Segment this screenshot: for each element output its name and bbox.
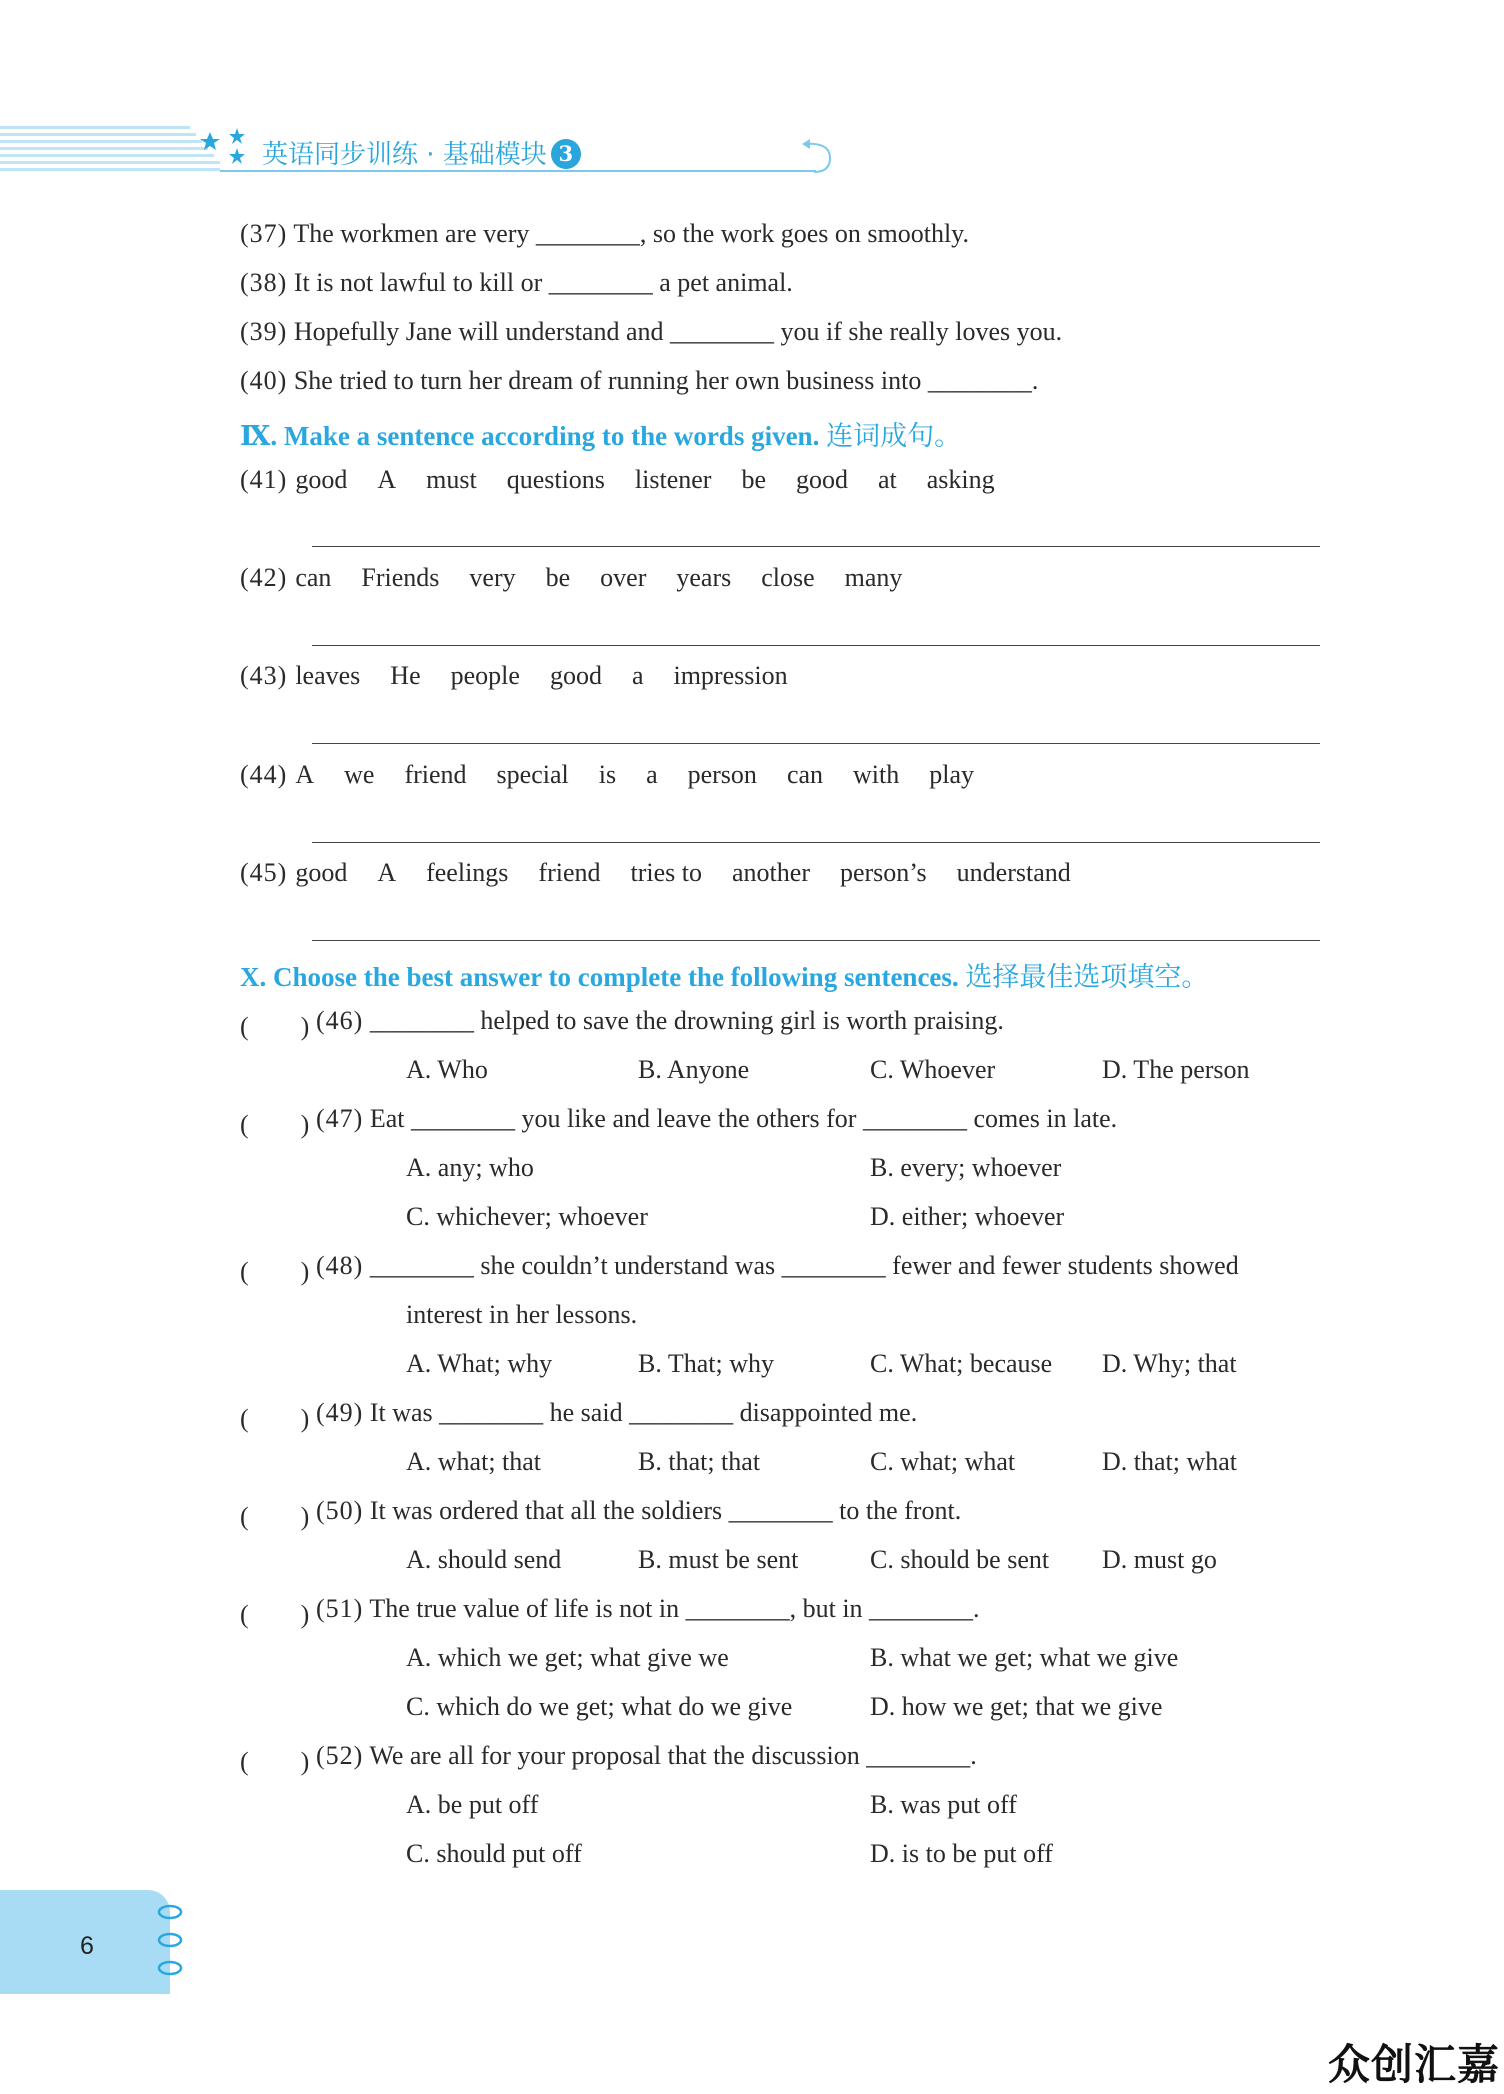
question-number: (50) (316, 1496, 364, 1525)
option-c[interactable]: C. whichever; whoever (406, 1202, 648, 1231)
question-43 (240, 661, 818, 691)
header-stripes (0, 124, 220, 172)
question-48 (316, 1251, 1239, 1281)
option-a[interactable]: A. should send (406, 1545, 562, 1574)
answer-line[interactable] (312, 645, 1320, 646)
question-number: (41) (240, 465, 288, 494)
question-stem: ________ she couldn’t understand was ________ fewer and fewer students showed (369, 1251, 1239, 1280)
header-title-text: 英语同步训练 · 基础模块 (262, 140, 547, 170)
option-d[interactable]: D. Why; that (1102, 1349, 1237, 1378)
question-stem-cont: interest in her lessons. (406, 1300, 638, 1329)
watermark: 众创汇嘉 (1327, 2040, 1500, 2089)
decorative-rings-icon (156, 1902, 184, 1982)
word: friend (538, 858, 601, 887)
answer-line[interactable] (312, 743, 1320, 744)
option-b[interactable]: B. must be sent (638, 1545, 799, 1574)
question-42 (240, 563, 932, 593)
word: be (741, 465, 766, 494)
word: be (545, 563, 571, 592)
question-stem: The true value of life is not in ________, but in ________. (369, 1594, 980, 1623)
word: people (450, 661, 520, 690)
word: person (687, 760, 757, 789)
option-c[interactable]: C. should put off (406, 1839, 582, 1868)
word: friend (404, 760, 467, 789)
question-number: (37) (240, 219, 288, 248)
question-number: (47) (316, 1104, 364, 1133)
option-a[interactable]: A. which we get; what give we (406, 1643, 729, 1672)
question-39 (240, 317, 1062, 347)
word: good (295, 465, 348, 494)
word: A (377, 858, 397, 887)
question-number: (52) (316, 1741, 364, 1770)
question-stem: It was ordered that all the soldiers ________ to the front. (369, 1496, 962, 1525)
word: Friends (361, 563, 440, 592)
word: very (469, 563, 516, 592)
word: good (796, 465, 848, 494)
question-stem: Eat ________ you like and leave the others for ________ comes in late. (369, 1104, 1118, 1133)
question-stem: We are all for your proposal that the discussion ________. (369, 1741, 977, 1770)
word: over (600, 563, 647, 592)
word: asking (926, 465, 995, 494)
option-b[interactable]: B. That; why (638, 1349, 775, 1378)
question-number: (49) (316, 1398, 364, 1427)
question-number: (45) (240, 858, 288, 887)
word: understand (956, 858, 1071, 887)
word: another (732, 858, 810, 887)
answer-paren[interactable]: ( ) (240, 1404, 310, 1433)
question-number: (39) (240, 317, 288, 346)
question-text: Hopefully Jane will understand and ________ you if she really loves you. (293, 317, 1063, 346)
word: good (549, 661, 602, 690)
option-c[interactable]: C. which do we get; what do we give (406, 1692, 793, 1721)
answer-line[interactable] (312, 842, 1320, 843)
answer-paren[interactable]: ( ) (240, 1257, 310, 1286)
section-title-zh: 选择最佳选项填空。 (965, 962, 1209, 993)
question-41 (240, 465, 1025, 495)
question-number: (40) (240, 366, 288, 395)
word: person’s (839, 858, 927, 887)
word: a (631, 661, 644, 690)
question-number: (48) (316, 1251, 364, 1280)
question-51 (316, 1594, 980, 1624)
question-37 (240, 219, 969, 249)
word: leaves (295, 661, 361, 690)
section-9-title (240, 414, 961, 453)
section-10-title (240, 955, 1208, 994)
word: listener (634, 465, 712, 494)
question-number: (43) (240, 661, 288, 690)
page-number: 6 (80, 1932, 94, 1960)
option-d[interactable]: D. is to be put off (870, 1839, 1053, 1868)
option-d[interactable]: D. must go (1102, 1545, 1217, 1574)
volume-badge: 3 (551, 139, 581, 169)
stars-icon (226, 128, 248, 168)
question-50 (316, 1496, 961, 1526)
option-b[interactable]: B. Anyone (638, 1055, 750, 1084)
section-title-en: X. Choose the best answer to complete the following sentences. (240, 962, 959, 992)
word: play (929, 760, 975, 789)
option-a[interactable]: A. any; who (406, 1153, 534, 1182)
question-49 (316, 1398, 917, 1428)
question-text: It is not lawful to kill or ________ a pet animal. (293, 268, 793, 297)
question-stem: ________ helped to save the drowning girl is worth praising. (369, 1006, 1004, 1035)
answer-paren[interactable]: ( ) (240, 1600, 310, 1629)
option-a[interactable]: A. what; that (406, 1447, 542, 1476)
question-46 (316, 1006, 1004, 1036)
answer-line[interactable] (312, 940, 1320, 941)
header-underline (220, 170, 816, 172)
question-stem: It was ________ he said ________ disappointed me. (369, 1398, 918, 1427)
option-d[interactable]: D. how we get; that we give (870, 1692, 1163, 1721)
option-b[interactable]: B. every; whoever (870, 1153, 1062, 1182)
word: tries to (630, 858, 703, 887)
word: at (878, 465, 897, 494)
question-number: (42) (240, 563, 288, 592)
question-text: She tried to turn her dream of running her own business into ________. (293, 366, 1039, 395)
word: close (761, 563, 815, 592)
answer-paren[interactable]: ( ) (240, 1012, 310, 1041)
option-b[interactable]: B. was put off (870, 1790, 1017, 1819)
question-text: The workmen are very ________, so the work goes on smoothly. (293, 219, 969, 248)
option-c[interactable]: C. what; what (870, 1447, 1016, 1476)
word: we (344, 760, 375, 789)
question-number: (38) (240, 268, 288, 297)
word: impression (673, 661, 788, 690)
option-b[interactable]: B. that; that (638, 1447, 761, 1476)
word: a (646, 760, 658, 789)
word: special (496, 760, 569, 789)
answer-paren[interactable]: ( ) (240, 1747, 310, 1776)
answer-paren[interactable]: ( ) (240, 1110, 310, 1139)
option-b[interactable]: B. what we get; what we give (870, 1643, 1179, 1672)
word: can (295, 563, 332, 592)
word: is (598, 760, 617, 789)
option-a[interactable]: A. be put off (406, 1790, 539, 1819)
option-c[interactable]: C. Whoever (870, 1055, 996, 1084)
word: must (426, 465, 477, 494)
question-45 (240, 858, 1101, 888)
option-c[interactable]: C. should be sent (870, 1545, 1050, 1574)
section-title-zh: 连词成句。 (826, 421, 962, 452)
question-number: (51) (316, 1594, 364, 1623)
question-number: (46) (316, 1006, 364, 1035)
return-arrow-icon (800, 136, 834, 176)
word: with (853, 760, 900, 789)
question-44 (240, 760, 1004, 790)
section-title-en: Ⅸ. Make a sentence according to the words given. (240, 421, 820, 451)
word: A (295, 760, 315, 789)
word: many (844, 563, 903, 592)
word: feelings (426, 858, 509, 887)
question-number: (44) (240, 760, 288, 789)
question-52 (316, 1741, 977, 1771)
word: A (377, 465, 397, 494)
word: can (786, 760, 824, 789)
word: years (676, 563, 732, 592)
option-d[interactable]: D. The person (1102, 1055, 1250, 1084)
option-c[interactable]: C. What; because (870, 1349, 1053, 1378)
question-40 (240, 366, 1038, 396)
word: good (295, 858, 348, 887)
option-d[interactable]: D. that; what (1102, 1447, 1238, 1476)
answer-paren[interactable]: ( ) (240, 1502, 310, 1531)
word: questions (506, 465, 605, 494)
header-title (262, 134, 581, 171)
option-d[interactable]: D. either; whoever (870, 1202, 1065, 1231)
question-38 (240, 268, 793, 298)
question-47 (316, 1104, 1117, 1134)
answer-line[interactable] (312, 546, 1320, 547)
option-a[interactable]: A. Who (406, 1055, 488, 1084)
option-a[interactable]: A. What; why (406, 1349, 553, 1378)
word: He (390, 661, 421, 690)
